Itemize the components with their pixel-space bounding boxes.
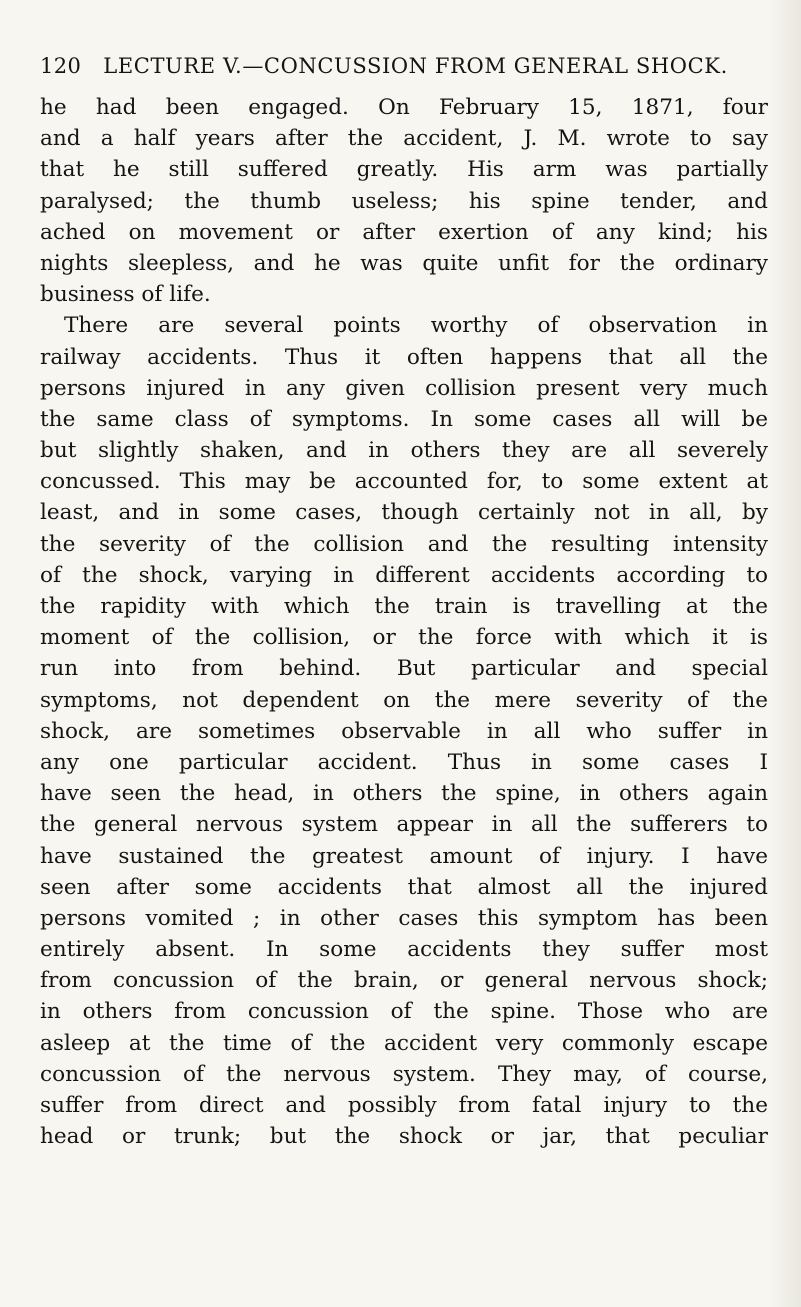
text-line: any one particular accident. Thus in some cases I <box>40 749 768 775</box>
text-line: of the shock, varying in different accidents according to <box>40 562 768 588</box>
running-title: LECTURE V.—CONCUSSION FROM GENERAL SHOCK. <box>103 54 728 78</box>
text-line: have sustained the greatest amount of injury. I have <box>40 843 768 869</box>
text-line: railway accidents. Thus it often happens that all the <box>40 344 768 370</box>
text-line: the rapidity with which the train is travelling at the <box>40 594 768 619</box>
text-line: There are several points worthy of observation in <box>64 313 768 339</box>
page-number: 120 <box>40 54 82 78</box>
text-line: and a half years after the accident, J. M. wrote to say <box>40 126 768 152</box>
text-line: paralysed; the thumb useless; his spine tender, and <box>40 188 768 214</box>
text-line: that he still suffered greatly. His arm was partially <box>40 157 768 183</box>
text-line: run into from behind. But particular and special <box>40 656 768 682</box>
text-line: from concussion of the brain, or general nervous shock; <box>40 968 768 994</box>
text-line: shock, are sometimes observable in all who suffer in <box>40 718 768 744</box>
text-line: he had been engaged. On February 15, 1871, four <box>40 95 768 120</box>
text-line: but slightly shaken, and in others they are all severely <box>40 438 768 464</box>
text-line: seen after some accidents that almost all the injured <box>40 874 768 900</box>
text-line: in others from concussion of the spine. Those who are <box>40 999 768 1025</box>
text-line: the severity of the collision and the resulting intensity <box>40 531 768 557</box>
text-line: concussion of the nervous system. They may, of course, <box>40 1061 768 1087</box>
text-line: business of life. <box>40 282 211 308</box>
text-line: the general nervous system appear in all the sufferers to <box>40 812 768 838</box>
text-line: suffer from direct and possibly from fatal injury to the <box>40 1093 768 1118</box>
paragraph <box>40 310 768 1152</box>
text-line: concussed. This may be accounted for, to some extent at <box>40 469 768 495</box>
text-line: persons vomited ; in other cases this symptom has been <box>40 905 768 931</box>
text-line: moment of the collision, or the force with which it is <box>40 625 768 651</box>
text-line: asleep at the time of the accident very commonly escape <box>40 1030 768 1056</box>
text-line: ached on movement or after exertion of any kind; his <box>40 219 768 245</box>
text-line: entirely absent. In some accidents they suffer most <box>40 937 768 963</box>
text-line: have seen the head, in others the spine, in others again <box>40 781 768 807</box>
text-line: symptoms, not dependent on the mere severity of the <box>40 687 768 713</box>
text-line: the same class of symptoms. In some cases all will be <box>40 406 768 432</box>
body-text <box>40 92 768 1152</box>
text-line: least, and in some cases, though certainly not in all, by <box>40 500 768 526</box>
text-line: head or trunk; but the shock or jar, that peculiar <box>40 1124 768 1150</box>
text-line: persons injured in any given collision present very much <box>40 375 768 401</box>
text-line: nights sleepless, and he was quite unfit for the ordinary <box>40 250 768 276</box>
running-header <box>40 54 770 78</box>
paragraph <box>40 92 768 310</box>
